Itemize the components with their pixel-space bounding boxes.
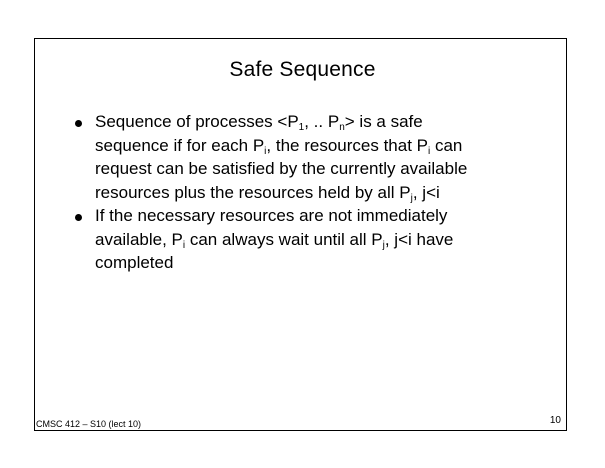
text-run: can always wait until all P — [185, 229, 383, 249]
bullet-item — [75, 110, 525, 204]
subscript: i — [182, 239, 186, 251]
subscript: n — [339, 122, 345, 133]
bullet-dot-icon — [75, 120, 82, 127]
bullet-line — [95, 110, 525, 134]
text-run: completed — [95, 253, 174, 272]
text-run: , j<i have — [384, 229, 454, 249]
bullet-list — [75, 110, 525, 275]
bullet-line — [95, 228, 525, 252]
subscript: j — [382, 239, 385, 251]
text-run: resources plus the resources held by all P — [95, 182, 411, 202]
text-run: can — [430, 135, 463, 155]
text-run: , the resources that P — [266, 135, 428, 155]
bullet-dot-icon — [75, 214, 82, 221]
text-run: available, P — [95, 229, 183, 249]
text-run: Sequence of processes <P — [95, 112, 299, 131]
subscript: i — [264, 145, 267, 157]
subscript: i — [428, 145, 431, 157]
subscript: j — [410, 192, 413, 204]
subscript: 1 — [298, 122, 305, 133]
bullet-line — [95, 251, 525, 275]
text-run: request can be satisfied by the currently available — [95, 159, 468, 178]
text-run: sequence if for each P — [95, 135, 265, 155]
slide-title: Safe Sequence — [229, 58, 376, 81]
bullet-item — [75, 204, 525, 275]
bullet-line — [95, 204, 525, 228]
page-number: 10 — [549, 415, 561, 426]
text-run: > is a safe — [344, 112, 423, 131]
text-run: , j<i — [412, 182, 440, 202]
text-run: If the necessary resources are not immediately — [95, 206, 448, 225]
bullet-line — [95, 134, 525, 158]
text-run: , .. P — [304, 112, 340, 131]
bullet-line — [95, 157, 525, 181]
footer-course-label: CMSC 412 – S10 (lect 10) — [36, 419, 142, 429]
bullet-line — [95, 181, 525, 205]
